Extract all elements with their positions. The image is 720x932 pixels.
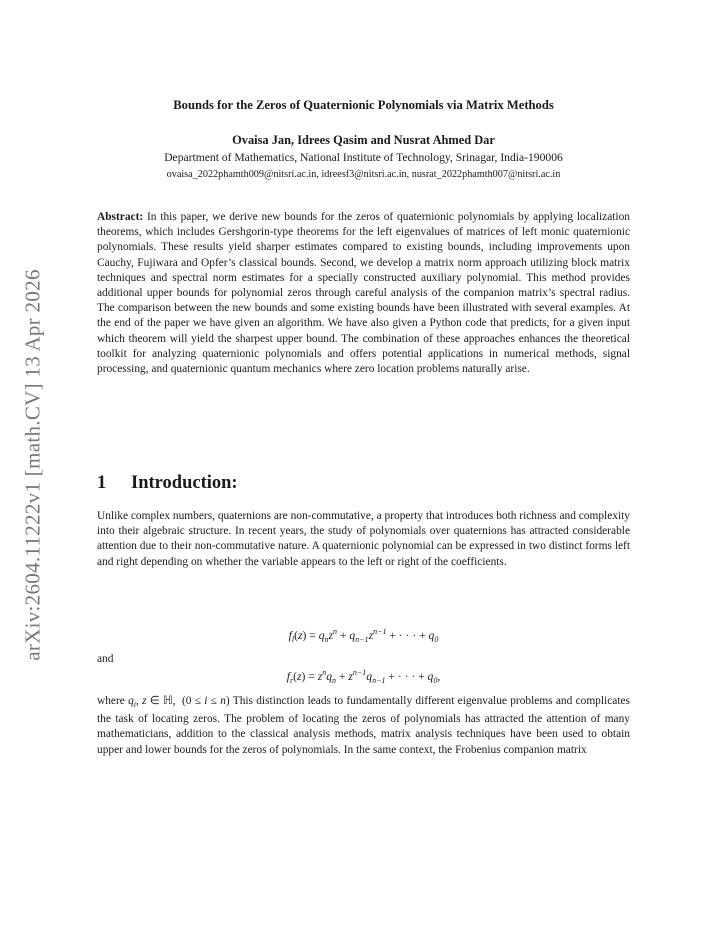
arxiv-identifier — [18, 245, 48, 685]
section-heading — [97, 473, 238, 494]
arxiv-identifier-text: arXiv:2604.11222v1 [math.CV] 13 Apr 2026 — [20, 269, 45, 661]
inline-math-where: where $q_i$, z ∈ ℍ, (0 ≤ i ≤ n) — [97, 695, 230, 709]
abstract-text: In this paper, we derive new bounds for the zeros of quaternionic polynomials by applying localization theorems, which includes Gershgorin-type theorems for the left eigenvalues of matrices of left monic quaternionic polynomials. These results yield sharper estimates compared to existing bounds, including improvements upon Cauchy, Fujiwara and Opfer’s classical bounds. Second, we develop a matrix norm approach utilizing block matrix techniques and spectral norm estimates for a specially constructed auxiliary polynomial. This method provides additional upper bounds for polynomial zeros through careful analysis of the companion matrix’s spectral radius. The comparison between the new bounds and some existing bounds have been illustrated with several examples. At the end of the paper we have given an algorithm. We have also given a Python code that predicts, for a given input which theorem will yield the sharpest upper bound. The combination of these approaches enhances the theoretical toolkit for analyzing quaternionic polynomials and offers potential applications in numerical methods, signal processing, and quaternionic quantum mechanics where zero location problems naturally arise. — [97, 211, 630, 376]
section-title: Introduction: — [131, 473, 238, 493]
abstract-label: Abstract: — [97, 211, 144, 223]
affiliation: Department of Mathematics, National Institute of Technology, Srinagar, India-190006 — [164, 151, 563, 164]
intro-paragraph-2 — [97, 694, 630, 758]
equation-left-polynomial: $f_l(z) = q_nz^n + q_{n-1}z^{n-1}$ + · · · + $q_0$ — [288, 627, 439, 644]
author-emails: ovaisa_2022phamth009@nitsri.ac.in, idreesf3@nitsri.ac.in, nusrat_2022phamth007@nitsri.ac.in — [166, 169, 561, 180]
and-connector: and — [97, 653, 114, 665]
intro-paragraph: Unlike complex numbers, quaternions are non-commutative, a property that introduces both richness and complexity into their algebraic structure. In recent years, the study of polynomials over quaternions has attracted considerable attention due to their non-commutative nature. A quaternionic polynomial can be expressed in two distinct forms left and right depending on whether the variable appears to the left or right of the coefficients. — [97, 510, 631, 568]
section-number: 1 — [97, 473, 107, 493]
author-list: Ovaisa Jan, Idrees Qasim and Nusrat Ahmed Dar — [232, 133, 495, 147]
intro-paragraph-2-text: This distinction leads to fundamentally different eigenvalue problems and complicates the task of locating zeros. The problem of locating the zeros of polynomials has attracted the attention of many mathematicians, addition to the classical analysis methods, matrix analysis techniques have been used to obtain upper and lower bounds for the zeros of polynomials. In the same context, the Frobenius companion matrix — [97, 695, 630, 756]
paper-title: Bounds for the Zeros of Quaternionic Polynomials via Matrix Methods — [173, 98, 554, 112]
abstract — [97, 210, 630, 377]
equation-right-polynomial: $f_r(z) = z^nq_n + z^{n-1}q_{n-1}$ + · · · + $q_0$, — [286, 668, 441, 685]
